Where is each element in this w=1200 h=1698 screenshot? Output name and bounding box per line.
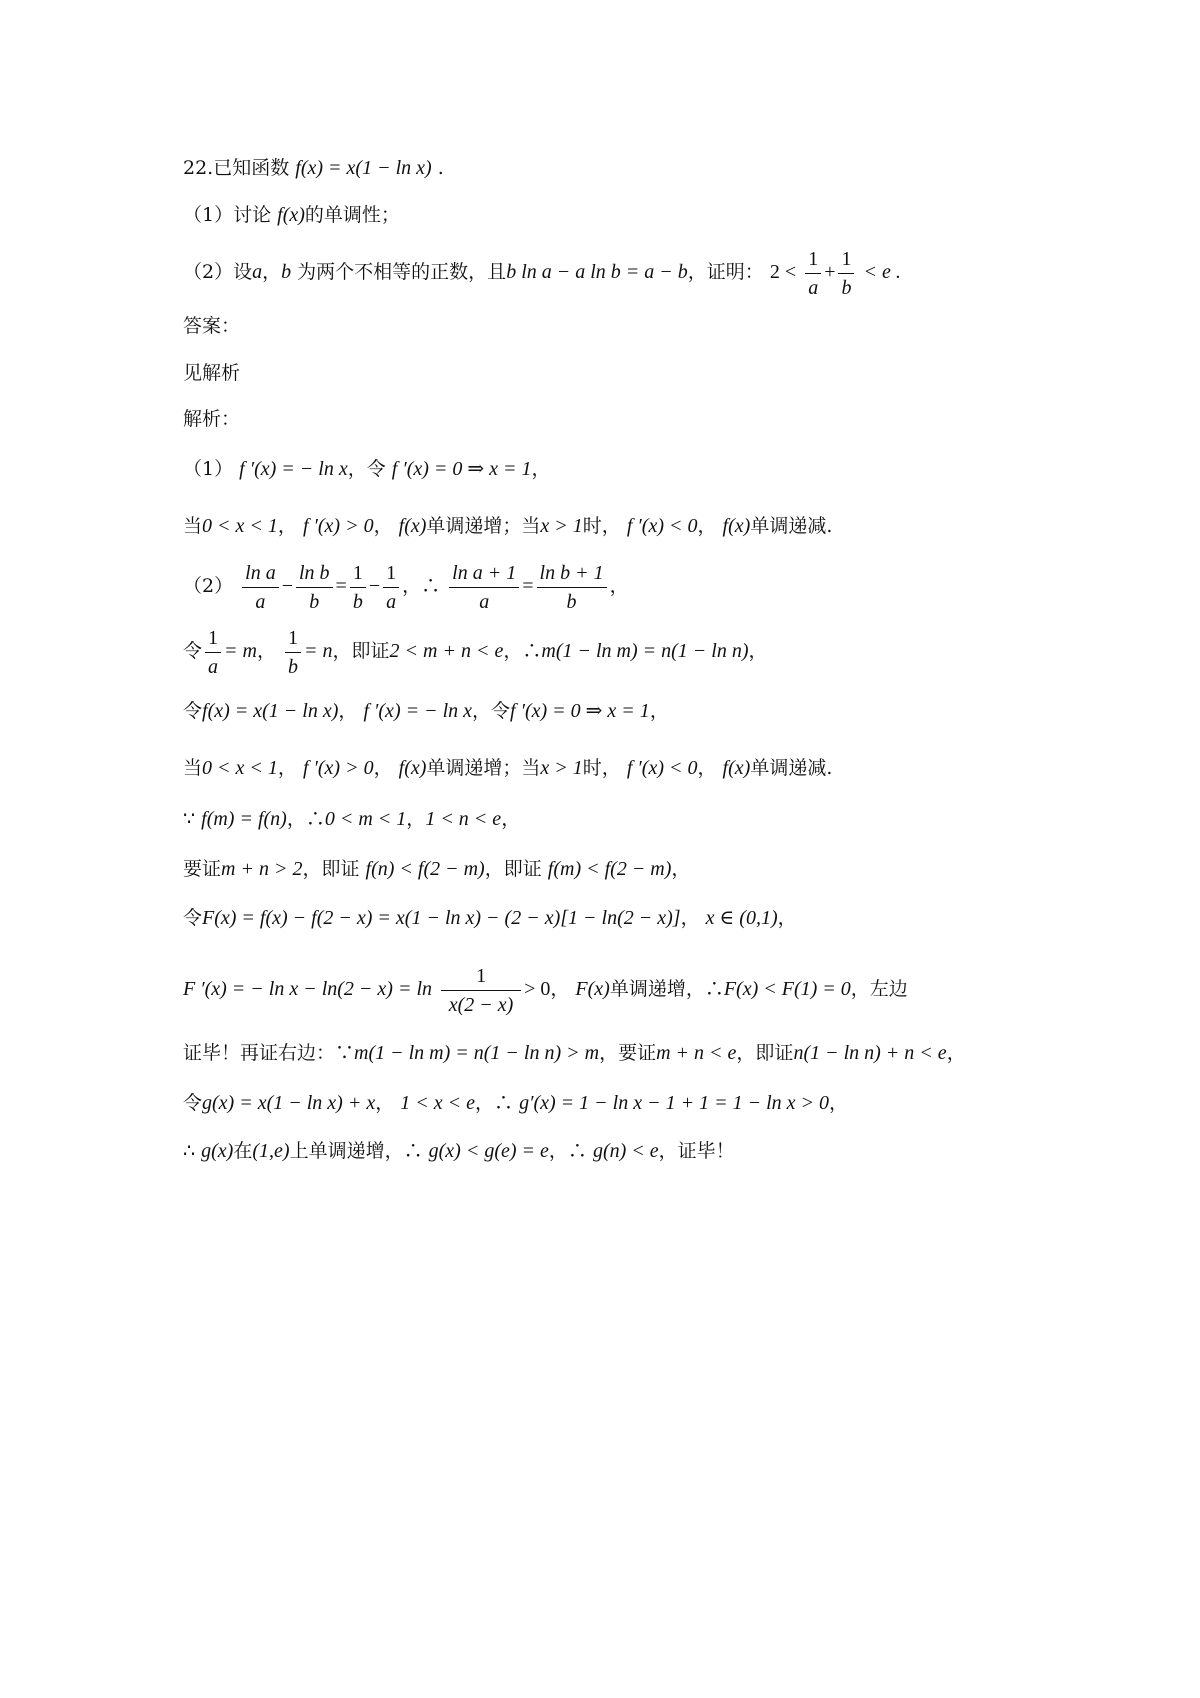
answer-text: 见解析 — [183, 362, 241, 384]
problem-stem: 22.已知函数 f(x) = x(1 − ln x) . — [183, 157, 444, 179]
analysis-heading: 解析： — [183, 408, 241, 430]
conclusion-line: ∴ g(x)在(1,e)上单调递增，∴ g(x) < g(e) = e，∴ g(n) < e，证毕！ — [183, 1140, 735, 1162]
let-f-line: 令f(x) = x(1 − ln x)， f ′(x) = − ln x，令f ′(x) = 0 ⇒ x = 1， — [183, 700, 669, 722]
monotonicity-line-1: 当0 < x < 1， f ′(x) > 0， f(x)单调递增；当x > 1时， f ′(x) < 0， f(x)单调递减. — [183, 515, 833, 537]
let-g-line: 令g(x) = x(1 − ln x) + x， 1 < x < e，∴ g′(x) = 1 − ln x − 1 + 1 = 1 − ln x > 0， — [183, 1092, 849, 1114]
prove-left-line: 要证m + n > 2，即证 f(n) < f(2 − m)，即证 f(m) < f(2 − m)， — [183, 858, 691, 880]
solution-part2: （2） $\frac{\text{ln a}}{a}$ − $\frac{\text{ln b}}{b}$ = $\frac{1}{b}$ − $\frac{1}{a}$ ，∴ $\frac{\text{ln a + 1}}{a}$ = $\frac{\text{ln b + 1}}{b}$ ， — [183, 555, 1050, 617]
problem-part1: （1）讨论 f(x)的单调性； — [183, 204, 400, 226]
since-line: ∵ f(m) = f(n)，∴0 < m < 1，1 < n < e， — [183, 808, 521, 830]
function-definition: f(x) = x(1 − ln x) — [295, 157, 432, 179]
problem-number: 22. — [183, 157, 214, 179]
let-F-line: 令F(x) = f(x) − f(2 − x) = x(1 − ln x) − (2 − x)[1 − ln(2 − x)]， x ∈ (0,1)， — [183, 907, 797, 929]
fraction-1-over-a: $\frac{1}{a}$ — [805, 245, 821, 302]
problem-part2: （2）设a，b 为两个不相等的正数，且b ln a − a ln b = a − b，证明： 2 < $\frac{1}{a}$ + $\frac{1}{b}$ < e . — [183, 242, 1050, 302]
fraction-1-over-b: $\frac{1}{b}$ — [838, 245, 854, 302]
monotonicity-line-2: 当0 < x < 1， f ′(x) > 0， f(x)单调递增；当x > 1时， f ′(x) < 0， f(x)单调递减. — [183, 757, 833, 779]
answer-heading: 答案： — [183, 315, 241, 337]
substitution-line: 令 $\frac{1}{a}$ = m， $\frac{1}{b}$ = n，即证2 < m + n < e，∴m(1 − ln m) = n(1 − ln n)， — [183, 621, 1050, 681]
condition-equation: b ln a − a ln b = a − b — [506, 261, 688, 283]
right-side-line: 证毕！再证右边：∵m(1 − ln m) = n(1 − ln n) > m，要证m + n < e，即证n(1 − ln n) + n < e， — [183, 1042, 966, 1064]
F-prime-line: F ′(x) = − ln x − ln(2 − x) = ln $\frac{1}{x(2 - x)}$ > 0， F(x)单调递增，∴F(x) < F(1) = 0，左边 — [183, 950, 1050, 1028]
solution-part1: （1） f ′(x) = − ln x，令 f ′(x) = 0 ⇒ x = 1， — [183, 458, 551, 480]
